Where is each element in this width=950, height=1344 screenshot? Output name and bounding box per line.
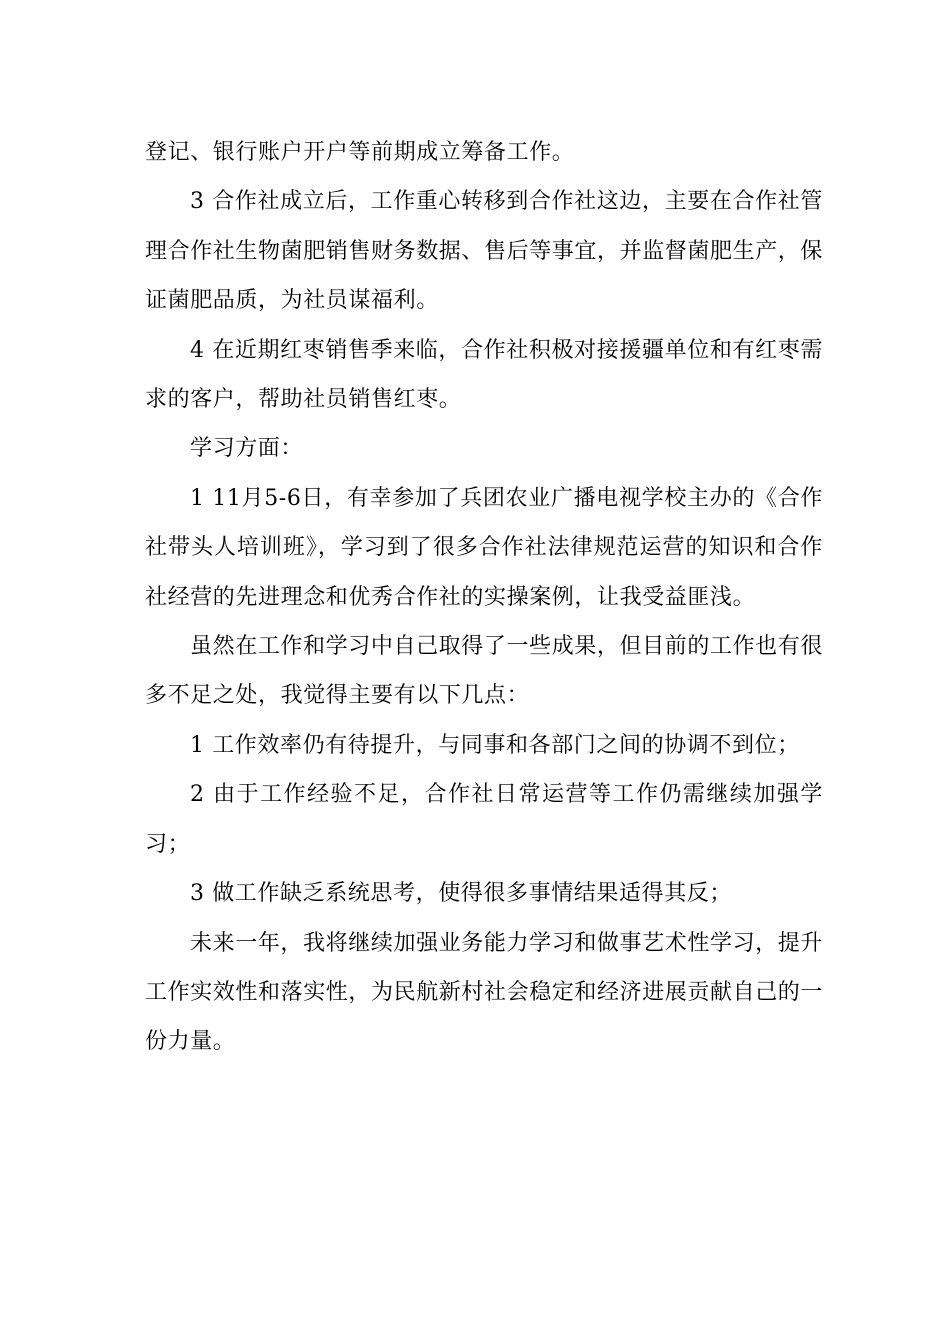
paragraph-study-heading: 学习方面：: [190, 436, 304, 462]
paragraph-future-plan: 未来一年，我将继续加强业务能力学习和做事艺术性学习，提升工作实效性和落实性，为民航新村社会稳定和经济进展贡献自己的一份力量。: [145, 930, 824, 1055]
paragraph-shortcoming-3: 3 做工作缺乏系统思考，使得很多事情结果适得其反；: [190, 881, 732, 907]
paragraph-item-3-cooperative: 3 合作社成立后，工作重心转移到合作社这边，主要在合作社管理合作社生物菌肥销售财务数据、售后等事宜，并监督菌肥生产，保证菌肥品质，为社员谋福利。: [145, 189, 824, 314]
document-body: [145, 128, 823, 1067]
paragraph-shortcoming-2: 2 由于工作经验不足，合作社日常运营等工作仍需继续加强学习；: [145, 782, 823, 857]
paragraph-study-item-1: 1 11月5-6日，有幸参加了兵团农业广播电视学校主办的《合作社带头人培训班》，学习到了很多合作社法律规范运营的知识和合作社经营的先进理念和优秀合作社的实操案例，让我受益匪浅。: [145, 485, 823, 610]
paragraph-item-4-jujube-sales: 4 在近期红枣销售季来临，合作社积极对接援疆单位和有红枣需求的客户，帮助社员销售红枣。: [145, 337, 823, 413]
paragraph-registration-continued: 登记、银行账户开户等前期成立筹备工作。: [145, 140, 575, 165]
paragraph-shortcoming-1: 1 工作效率仍有待提升，与同事和各部门之间的协调不到位；: [190, 732, 800, 758]
paragraph-shortcomings-intro: 虽然在工作和学习中自己取得了一些成果，但目前的工作也有很多不足之处，我觉得主要有以下几点：: [145, 634, 823, 709]
